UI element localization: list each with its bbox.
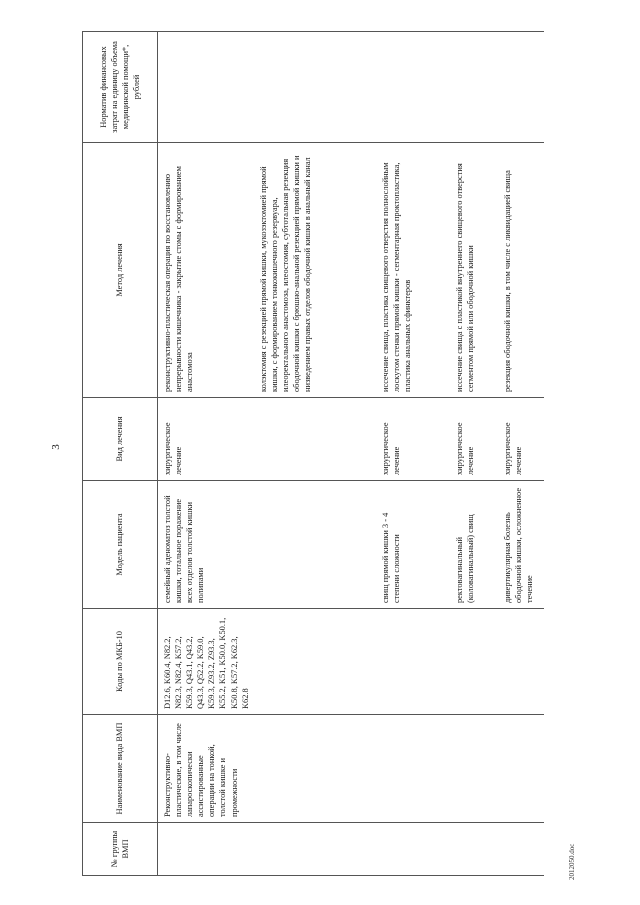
page-number: 3 (50, 444, 62, 450)
cell-patient-model (256, 481, 378, 609)
table-row (256, 32, 378, 876)
header-group-number: № группы ВМП (83, 823, 158, 876)
cell-vmp-name (452, 715, 500, 823)
header-vmp-name: Наименование вида ВМП (83, 715, 158, 823)
table-header-row (83, 32, 158, 876)
cell-treatment-method: реконструктивно-пластическая операция по восстановлению непрерывности кишечника - закрытие стомы с формированием анастомоза (158, 143, 257, 398)
cell-icd-codes (452, 609, 500, 715)
vmp-table-container (82, 32, 595, 876)
cell-cost-norm (378, 32, 452, 143)
vmp-table (82, 31, 544, 876)
cell-patient-model: дивертикулярная болезнь ободочной кишки, осложненное течение (500, 481, 544, 609)
cell-group-number (158, 823, 257, 876)
cell-group-number (378, 823, 452, 876)
cell-icd-codes (378, 609, 452, 715)
cell-vmp-name: Реконструктивно-пластические, в том числе лапароскопически ассистированные операции на тонкой, толстой кишке и промежности (158, 715, 257, 823)
cell-treatment-method: резекция ободочной кишки, в том числе с ликвидацией свища (500, 143, 544, 398)
header-icd-codes: Коды по МКБ-10 (83, 609, 158, 715)
cell-group-number (500, 823, 544, 876)
cell-cost-norm (256, 32, 378, 143)
cell-icd-codes (256, 609, 378, 715)
header-cost-norm: Норматив финансовых затрат на единицу объема медицинской помощи*, рублей (83, 32, 158, 143)
cell-icd-codes (500, 609, 544, 715)
cell-cost-norm (500, 32, 544, 143)
table-row (452, 32, 500, 876)
cell-vmp-name (378, 715, 452, 823)
cell-patient-model: свищ прямой кишки 3 - 4 степени сложности (378, 481, 452, 609)
cell-group-number (256, 823, 378, 876)
cell-treatment-type (256, 398, 378, 481)
cell-treatment-method: колэктомия с резекцией прямой кишки, мукозэктомией прямой кишки, с формированием тонкокишечного резервуара, илеоректального анастомоза, илеостомия, субтотальная резекция ободочной кишки с брюшно-анальной резекцией прямой кишки и низведением правых отделов ободочной кишки в анальный канал (256, 143, 378, 398)
cell-icd-codes: D12.6, K60.4, N82.2, N82.3, N82.4, K57.2, K59.3, Q43.1, Q43.2, Q43.3, Q52.2, K59.0, K59.3, Z93.2, Z93.3, K55.2, K51, K50.0, K50.1, K50.8, K57.2, K62.3, K62.8 (158, 609, 257, 715)
cell-patient-model: ректовагинальный (коловагинальный) свищ (452, 481, 500, 609)
cell-treatment-type: хирургическое лечение (158, 398, 257, 481)
cell-treatment-method: иссечение свища, пластика свищевого отверстия полнослойным лоскутом стенки прямой кишки - сегментарная проктопластика, пластика анальных сфинктеров (378, 143, 452, 398)
cell-treatment-type: хирургическое лечение (452, 398, 500, 481)
cell-patient-model: семейный аденоматоз толстой кишки, тотальное поражение всех отделов толстой кишки полипами (158, 481, 257, 609)
table-row (158, 32, 257, 876)
cell-treatment-method: иссечение свища с пластикой внутреннего свищевого отверстия сегментом прямой или ободочной кишки (452, 143, 500, 398)
header-patient-model: Модель пациента (83, 481, 158, 609)
header-treatment-method: Метод лечения (83, 143, 158, 398)
cell-vmp-name (256, 715, 378, 823)
cell-group-number (452, 823, 500, 876)
cell-cost-norm (452, 32, 500, 143)
footer-filename: 2012050.doc (568, 843, 576, 880)
cell-treatment-type: хирургическое лечение (500, 398, 544, 481)
table-row (378, 32, 452, 876)
cell-treatment-type: хирургическое лечение (378, 398, 452, 481)
header-treatment-type: Вид лечения (83, 398, 158, 481)
cell-cost-norm (158, 32, 257, 143)
cell-vmp-name (500, 715, 544, 823)
table-row (500, 32, 544, 876)
